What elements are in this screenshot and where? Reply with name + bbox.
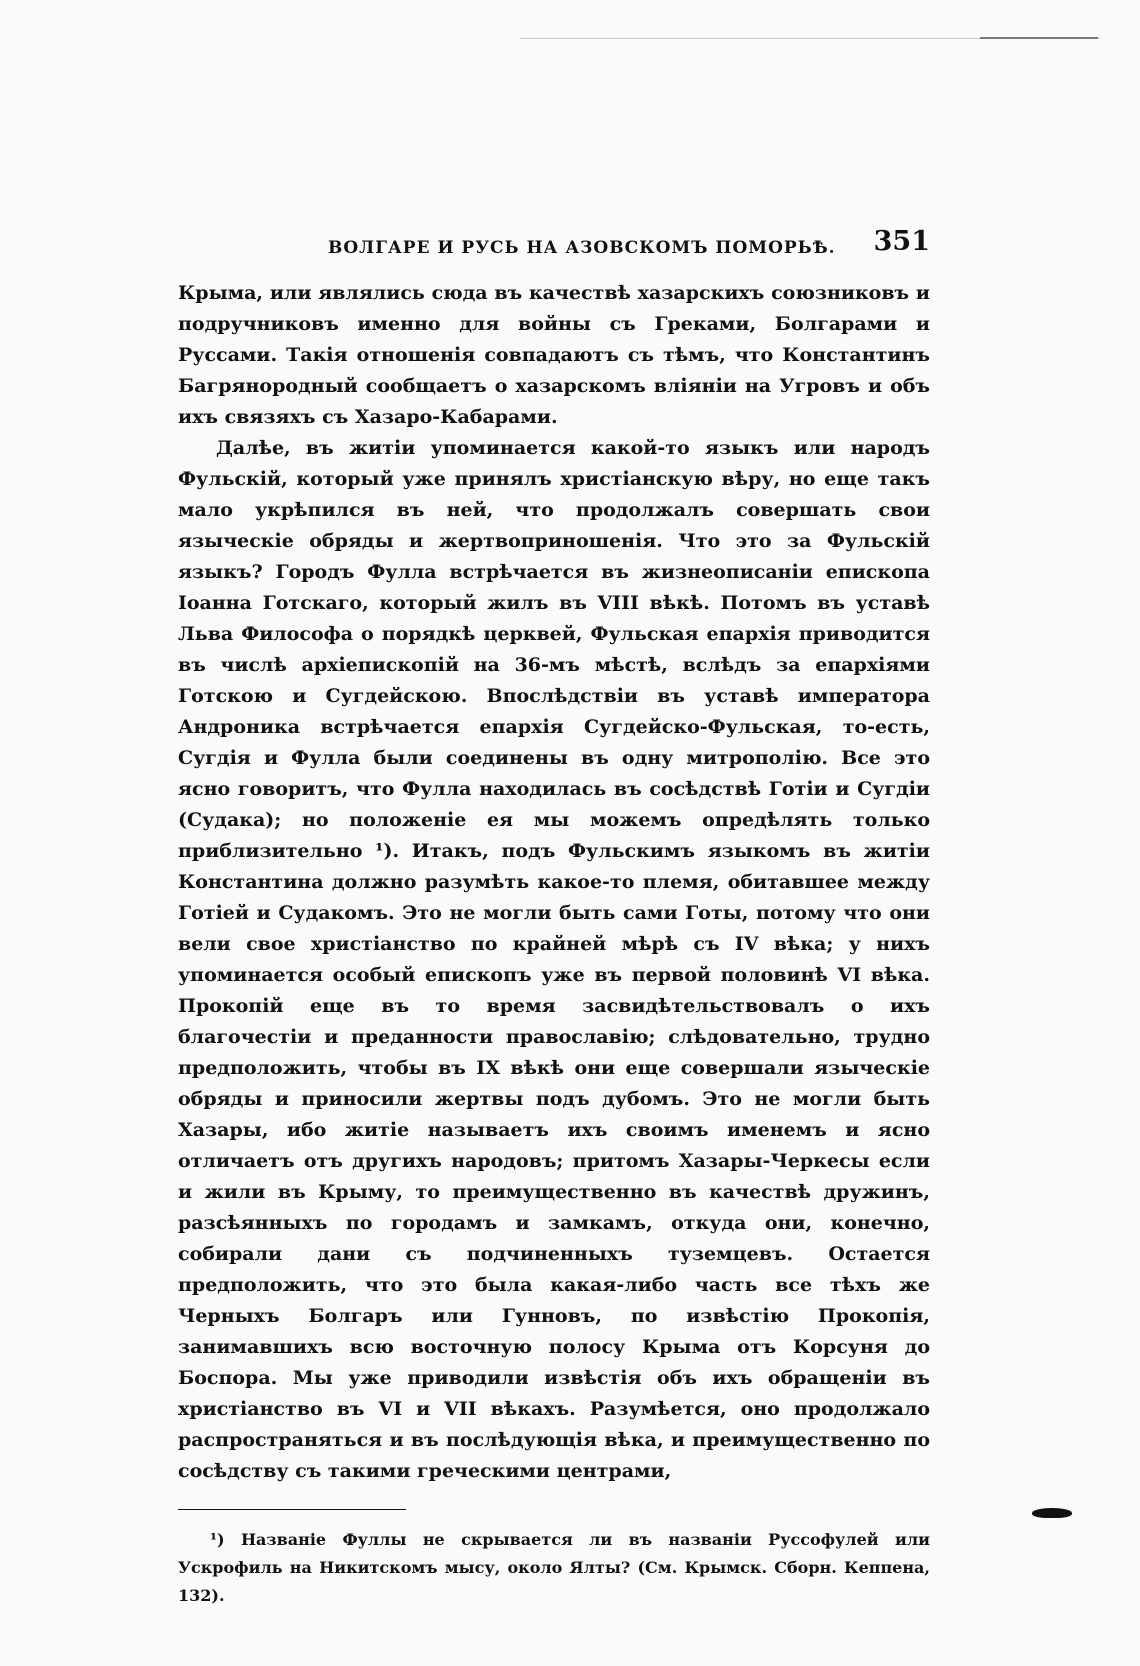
footnote-separator: [178, 1509, 406, 1510]
footnote-1: ¹) Названіе Фуллы не скрывается ли въ названіи Руссофулей или Ускрофиль на Никитскомъ мысу, около Ялты? (См. Крымск. Сборн. Кеппена, 132).: [178, 1530, 930, 1605]
running-head: [178, 226, 930, 260]
page-text-block: [178, 226, 930, 1610]
paragraph-1: Крыма, или являлись сюда въ качествѣ хазарскихъ союзниковъ и подручниковъ именно для войны съ Греками, Болгарами и Руссами. Такія отношенія совпадаютъ съ тѣмъ, что Константинъ Багрянородный сообщаетъ о хазарскомъ вліяніи на Угровъ и объ ихъ связяхъ съ Хазаро-Кабарами.: [178, 282, 930, 428]
page-number: 351: [873, 226, 930, 257]
paragraph-2: Далѣе, въ житіи упоминается какой-то языкъ или народъ Фульскій, который уже принялъ христіанскую вѣру, но еще такъ мало укрѣпился въ ней, что продолжалъ совершать свои языческіе обряды и жертвоприношенія. Что это за Фульскій языкъ? Городъ Фулла встрѣчается въ жизнеописаніи епископа Іоанна Готскаго, который жилъ въ VIII вѣкѣ. Потомъ въ уставѣ Льва Философа о порядкѣ церквей, Фульская епархія приводится въ числѣ архіепископій на 36-мъ мѣстѣ, вслѣдъ за епархіями Готскою и Сугдейскою. Впослѣдствіи въ уставѣ императора Андроника встрѣчается епархія Сугдейско-Фульская, то-есть, Сугдія и Фулла были соединены въ одну митрополію. Все это ясно говоритъ, что Фулла находилась въ сосѣдствѣ Готіи и Сугдіи (Судака); но положеніе ея мы можемъ опредѣлять только приблизительно ¹). Итакъ, подъ Фульскимъ языкомъ въ житіи Константина должно разумѣть какое-то племя, обитавшее между Готіей и Судакомъ. Это не могли быть сами Готы, потому что они вели свое христіанство по крайней мѣрѣ съ IV вѣка; у нихъ упоминается особый епископъ уже въ первой половинѣ VI вѣка. Прокопій еще въ то время засвидѣтельствовалъ о ихъ благочестіи и преданности православію; слѣдовательно, трудно предположить, чтобы въ IX вѣкѣ они еще совершали языческіе обряды и приносили жертвы подъ дубомъ. Это не могли быть Хазары, ибо житіе называетъ ихъ своимъ именемъ и ясно отличаетъ отъ другихъ народовъ; притомъ Хазары-Черкесы если и жили въ Крыму, то преимущественно въ качествѣ дружинъ, разсѣянныхъ по городамъ и замкамъ, откуда они, конечно, собирали дани съ подчиненныхъ туземцевъ. Остается предположить, что это была какая-либо часть все тѣхъ же Черныхъ Болгаръ или Гунновъ, по извѣстію Прокопія, занимавшихъ всю восточную полосу Крыма отъ Корсуня до Боспора. Мы уже приводили извѣстія объ ихъ обращеніи въ христіанство въ VI и VII вѣкахъ. Разумѣется, оно продолжало распространяться и въ послѣдующія вѣка, и преимущественно по сосѣдству съ такими греческими центрами,: [178, 437, 930, 1482]
scan-edge-line-dark: [980, 37, 1098, 39]
running-title: ВОЛГАРЕ И РУСЬ НА АЗОВСКОМЪ ПОМОРЬѢ.: [328, 238, 836, 258]
ink-blot-mark: [1032, 1508, 1072, 1518]
